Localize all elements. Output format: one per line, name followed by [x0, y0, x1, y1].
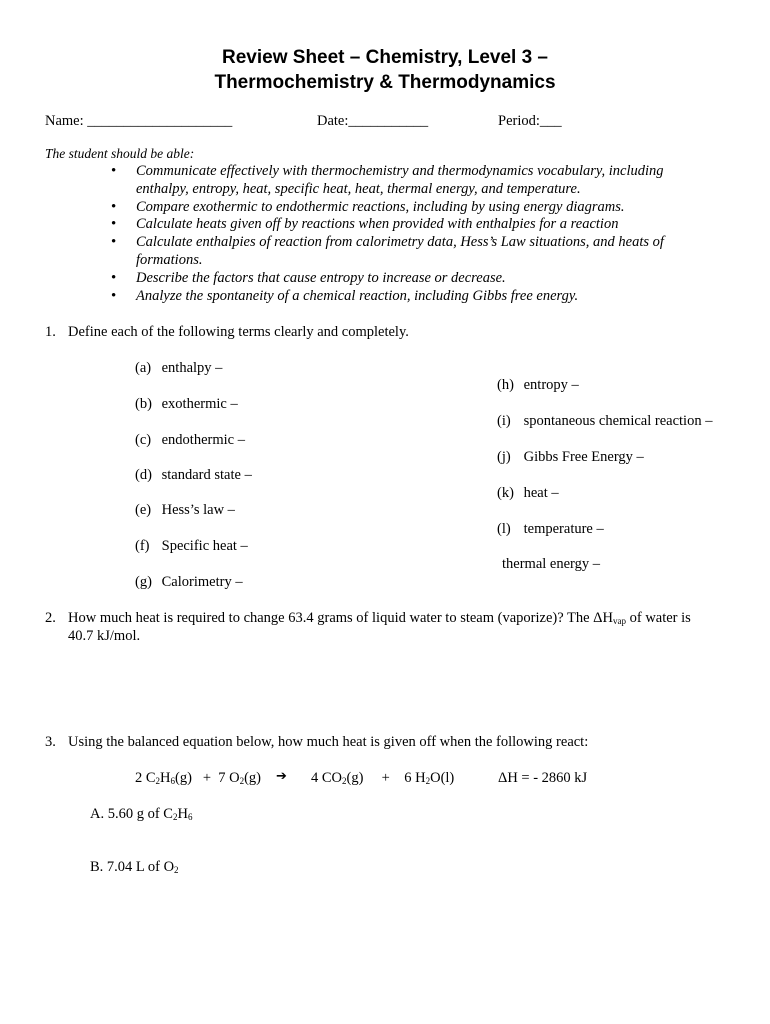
term-label: (c) [135, 432, 152, 448]
equation-products [311, 770, 454, 787]
term-text: temperature – [523, 521, 604, 537]
term-text: standard state – [161, 467, 252, 483]
term-text: entropy – [523, 377, 579, 393]
eq-text: O(l) [430, 770, 455, 786]
term-item [497, 377, 579, 394]
eq-text: H [160, 770, 171, 786]
q3-number: 3. [45, 734, 56, 750]
part-sub: 2 [172, 812, 178, 822]
part-sub: 6 [187, 812, 193, 822]
term-item [135, 360, 222, 377]
q2-subscript: vap [612, 616, 626, 626]
objectives-list [108, 163, 708, 305]
term-item [135, 538, 248, 555]
term-item [135, 432, 245, 449]
eq-sub: 2 [239, 776, 245, 786]
term-item [135, 574, 243, 591]
term-label: (e) [135, 502, 152, 518]
term-item [497, 485, 559, 502]
eq-text: 2 C [135, 770, 156, 786]
term-text: endothermic – [161, 432, 245, 448]
term-label: (a) [135, 360, 152, 376]
objective-item: • Describe the factors that cause entropy to increase or decrease. [108, 270, 708, 288]
term-item [135, 467, 252, 484]
eq-text: (g) + 7 O [175, 770, 240, 786]
eq-sub: 6 [170, 776, 176, 786]
term-item [497, 449, 644, 466]
part-text: H [177, 806, 188, 822]
term-label: (g) [135, 574, 152, 590]
delta-h-value: ΔH = - 2860 kJ [498, 770, 588, 786]
date-field: Date:___________ [317, 113, 429, 129]
term-text: Gibbs Free Energy – [523, 449, 644, 465]
eq-text: 4 CO [311, 770, 343, 786]
term-label: (l) [497, 521, 511, 537]
term-label: (d) [135, 467, 152, 483]
q2-text-part: How much heat is required to change 63.4 grams of liquid water to steam (vaporize)? The ΔH [68, 610, 613, 626]
term-label: (j) [497, 449, 511, 465]
term-item [497, 521, 604, 538]
eq-text: (g) + 6 H [346, 770, 426, 786]
objective-item: • Analyze the spontaneity of a chemical reaction, including Gibbs free energy. [108, 288, 708, 306]
q2-text [68, 610, 691, 627]
q3-part-a [90, 806, 192, 823]
eq-sub: 2 [342, 776, 347, 786]
title-line-2: Thermochemistry & Thermodynamics [214, 72, 556, 93]
part-text: A. 5.60 g of C [90, 806, 173, 822]
eq-sub: 2 [425, 776, 431, 786]
objectives-intro: The student should be able: [45, 146, 195, 161]
period-field: Period:___ [498, 113, 562, 129]
q2-number: 2. [45, 610, 56, 626]
term-item [497, 413, 712, 430]
part-sub: 2 [174, 865, 179, 875]
term-label: (h) [497, 377, 514, 393]
term-label: (i) [497, 413, 511, 429]
term-label: (b) [135, 396, 152, 412]
q1-number: 1. [45, 324, 56, 340]
term-text: heat – [523, 485, 559, 501]
term-text: Specific heat – [161, 538, 248, 554]
eq-sub: 2 [155, 776, 161, 786]
objective-item: • Compare exothermic to endothermic reactions, including by using energy diagrams. [108, 199, 708, 217]
term-item [135, 502, 235, 519]
part-text: B. 7.04 L of O [90, 859, 175, 875]
term-text: enthalpy – [161, 360, 223, 376]
term-text: Hess’s law – [161, 502, 235, 518]
term-text: spontaneous chemical reaction – [523, 413, 713, 429]
equation-reactants [135, 770, 261, 787]
name-field: Name: ____________________ [45, 113, 233, 129]
term-text: thermal energy – [502, 556, 600, 572]
eq-text: (g) [244, 770, 262, 786]
term-label: (f) [135, 538, 150, 554]
term-item [135, 396, 238, 413]
reaction-arrow-icon: ➔ [276, 769, 287, 784]
q2-text-line2: 40.7 kJ/mol. [68, 628, 141, 644]
q3-text: Using the balanced equation below, how much heat is given off when the following react: [68, 734, 589, 750]
term-label: (k) [497, 485, 514, 501]
q2-text-part: of water is [625, 610, 691, 626]
q3-part-b [90, 859, 179, 876]
term-text: Calorimetry – [161, 574, 243, 590]
objective-item: • Calculate enthalpies of reaction from calorimetry data, Hess’s Law situations, and heats of formations. [108, 234, 708, 270]
q1-text: Define each of the following terms clearly and completely. [68, 324, 409, 340]
term-text: exothermic – [161, 396, 238, 412]
objective-item: • Calculate heats given off by reactions when provided with enthalpies for a reaction [108, 216, 708, 234]
objective-item: • Communicate effectively with thermochemistry and thermodynamics vocabulary, including enthalpy, entropy, heat, specific heat, heat, thermal energy, and temperature. [108, 163, 708, 199]
title-line-1: Review Sheet – Chemistry, Level 3 – [222, 47, 548, 68]
